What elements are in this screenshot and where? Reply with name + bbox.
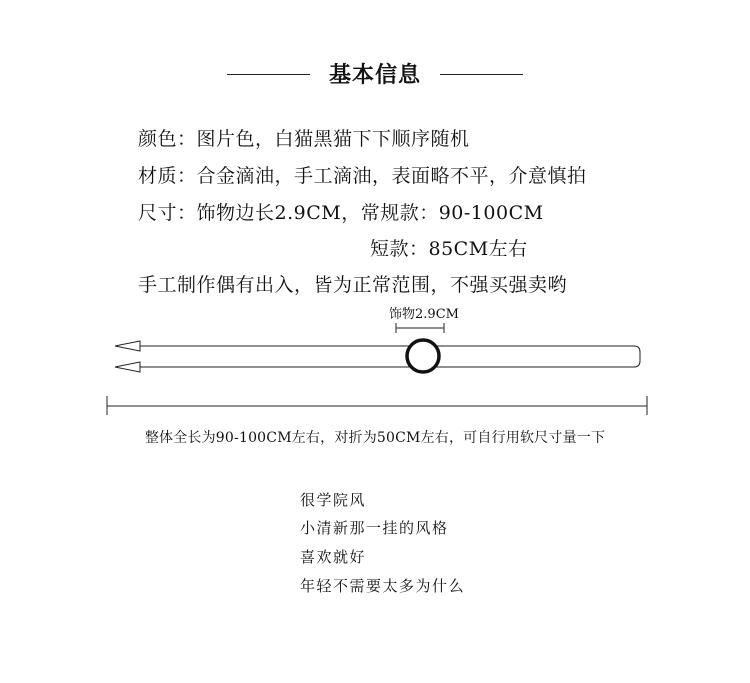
ornament-size-label: 饰物2.9CM <box>389 307 459 322</box>
ornament-dimension-bracket <box>396 323 444 333</box>
length-caption: 整体全长为90-100CM左右，对折为50CM左右，可自行用软尺寸量一下 <box>144 430 606 446</box>
strap-outline <box>140 346 640 367</box>
info-note: 手工制作偶有出入，皆为正常范围，不强买强卖哟 <box>138 274 568 296</box>
info-short: 短款：85CM左右 <box>370 238 528 260</box>
full-length-measure-line <box>107 396 647 415</box>
strap-diagram <box>0 300 750 430</box>
info-color: 颜色：图片色，白猫黑猫下下顺序随机 <box>138 128 470 150</box>
ornament-ring <box>407 340 439 372</box>
section-header <box>0 55 750 95</box>
info-material: 材质：合金滴油，手工滴油，表面略不平，介意慎拍 <box>138 165 587 187</box>
title-divider-right <box>440 74 523 75</box>
title-divider-left <box>227 74 310 75</box>
poem-line: 喜欢就好 <box>300 548 367 566</box>
strap-end-arrow-top <box>115 341 140 351</box>
strap-diagram-svg <box>0 300 750 430</box>
poem-line: 小清新那一挂的风格 <box>300 519 449 537</box>
poem-line: 年轻不需要太多为什么 <box>300 577 466 595</box>
page-title: 基本信息 <box>328 63 421 88</box>
info-size: 尺寸：饰物边长2.9CM，常规款：90-100CM <box>138 202 544 224</box>
strap-end-arrow-bottom <box>115 362 140 372</box>
poem-line: 很学院风 <box>300 491 367 509</box>
